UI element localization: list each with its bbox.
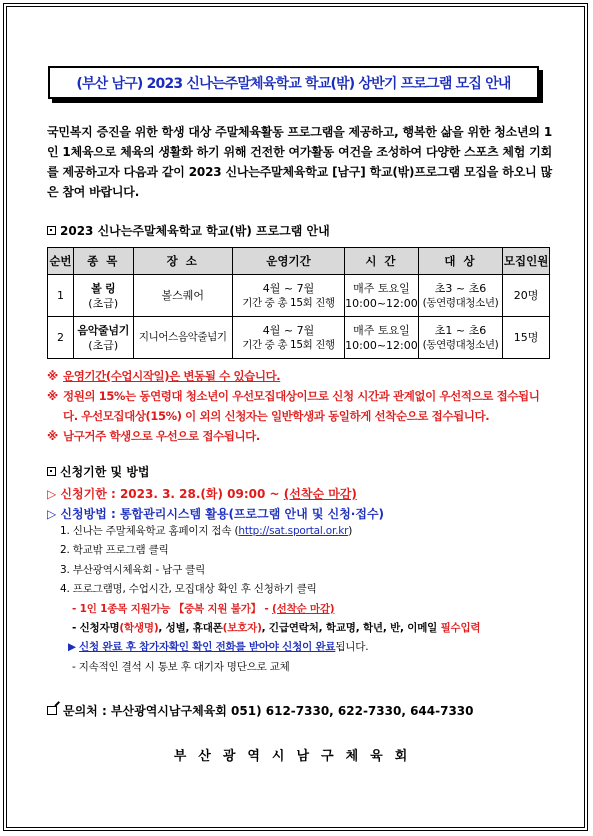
square-bullet-icon	[47, 467, 56, 476]
cell-period	[232, 317, 344, 359]
step-item	[60, 522, 480, 541]
step-subitem	[60, 619, 480, 638]
field-note: (보호자)	[222, 622, 262, 635]
required-note: 필수입력	[440, 622, 481, 635]
period-sessions: 기간 중 총 15회 진행	[242, 338, 335, 351]
target-grades: 초3 ~ 초6	[434, 281, 487, 295]
triangle-icon: ▶	[68, 641, 76, 654]
event-name: 음악줄넘기	[77, 323, 130, 337]
notes-block	[47, 366, 557, 446]
cell-time	[345, 317, 419, 359]
header-quota: 모집인원	[503, 248, 550, 275]
deadline-line	[47, 484, 384, 504]
event-name: 볼 링	[91, 281, 116, 295]
homepage-link[interactable]: http://sat.sportal.or.kr	[238, 525, 349, 537]
header-place: 장 소	[133, 248, 232, 275]
field-note: (학생명)	[119, 622, 159, 635]
step-subitem	[60, 600, 480, 619]
cell-period	[232, 275, 344, 317]
header-period: 운영기간	[232, 248, 344, 275]
cell-quota: 15명	[503, 317, 550, 359]
header-no: 순번	[48, 248, 74, 275]
target-note: (동연령대청소년)	[422, 338, 499, 351]
note-mark-icon: ※	[47, 369, 58, 383]
table-header-row	[48, 248, 550, 275]
arrow-icon: ▷	[47, 507, 57, 521]
title-box	[48, 66, 539, 99]
header-target: 대 상	[418, 248, 502, 275]
step-subitem	[60, 638, 480, 657]
cell-place: 지니어스음악줄넘기	[133, 317, 232, 359]
time-hours: 10:00~12:00	[345, 338, 418, 352]
note-text: 운영기간(수업시작일)은 변동될 수 있습니다.	[63, 369, 281, 383]
square-bullet-icon	[47, 226, 56, 235]
pencil-icon	[47, 706, 57, 715]
confirm-note-end: 됩니다.	[335, 641, 369, 654]
note-mark-icon: ※	[47, 389, 58, 403]
field-list: , 긴급연락처, 학교명, 학년, 반, 이메일	[261, 622, 441, 635]
cell-target	[418, 275, 502, 317]
period-sessions: 기간 중 총 15회 진행	[242, 296, 335, 309]
organization-name: 부산광역시남구체육회	[173, 749, 420, 764]
field-list: , 성별, 휴대폰	[158, 622, 223, 635]
note-item	[47, 426, 557, 446]
table-row	[48, 275, 550, 317]
contact-line	[47, 702, 474, 719]
confirm-note: 신청 완료 후 참가자확인 확인 전화를 받아야 신청이 완료	[79, 641, 336, 654]
cell-event	[73, 317, 133, 359]
section-apply-heading	[47, 463, 150, 480]
intro-paragraph: 국민복지 증진을 위한 학생 대상 주말체육활동 프로그램을 제공하고, 행복한 삶을 위한 청소년의 1인 1체육으로 체육의 생활화 하기 위해 건전한 여가활동 여건을 조성하여 다양한 스포츠 체험 기회를 제공하고자 다음과 같이 2023 신나는주말체육학교 [남구] 학교(밖)프로그램 모집을 하오니 많은 참여 바랍니다.	[47, 125, 552, 199]
field-name: - 신청자명	[72, 622, 120, 635]
event-level: (초급)	[88, 296, 119, 310]
period-months: 4월 ~ 7월	[262, 323, 315, 337]
period-months: 4월 ~ 7월	[262, 281, 315, 295]
note-text: 남구거주 학생으로 우선으로 접수됩니다.	[63, 429, 260, 443]
cell-target	[418, 317, 502, 359]
cell-no: 1	[48, 275, 74, 317]
contact-text: 문의처 : 부산광역시남구체육회 051) 612-7330, 622-7330, 644-7330	[63, 704, 474, 718]
step-subitem-first-come: (선착순 마감)	[272, 602, 335, 615]
cell-place: 볼스퀘어	[133, 275, 232, 317]
program-table	[47, 247, 550, 359]
note-text: 정원의 15%는 동연령대 청소년이 우선모집대상이므로 신청 시간과 관계없이 우선적으로 접수됩니	[63, 389, 540, 403]
step-item: 2. 학교밖 프로그램 클릭	[60, 544, 169, 557]
step-text-end: )	[348, 525, 353, 537]
deadline-block	[47, 484, 384, 524]
steps-list	[60, 522, 480, 677]
target-note: (동연령대청소년)	[422, 296, 499, 309]
note-mark-icon: ※	[47, 429, 58, 443]
step-item: 4. 프로그램명, 수업시간, 모집대상 확인 후 신청하기 클릭	[60, 583, 317, 596]
table-row	[48, 317, 550, 359]
cell-no: 2	[48, 317, 74, 359]
deadline-first-come: (선착순 마감)	[283, 487, 357, 501]
note-item-continued: 다. 우선모집대상(15%) 이 외의 신청자는 일반학생과 동일하게 선착순으로 접수됩니다.	[63, 409, 490, 423]
time-day: 매주 토요일	[353, 323, 410, 337]
step-subitem-text: - 1인 1종목 지원가능 【중복 지원 불가】 -	[72, 602, 273, 615]
cell-event	[73, 275, 133, 317]
event-level: (초급)	[88, 338, 119, 352]
target-grades: 초1 ~ 초6	[434, 323, 487, 337]
section-program-heading	[47, 222, 330, 239]
time-day: 매주 토요일	[353, 281, 410, 295]
time-hours: 10:00~12:00	[345, 296, 418, 310]
cell-quota: 20명	[503, 275, 550, 317]
step-item: 3. 부산광역시체육회 - 남구 클릭	[60, 563, 206, 576]
note-item	[47, 366, 557, 386]
section-program-label: 2023 신나는주말체육학교 학교(밖) 프로그램 안내	[60, 224, 330, 238]
arrow-icon: ▷	[47, 487, 57, 501]
header-event: 종 목	[73, 248, 133, 275]
deadline-label: 신청기한 : 2023. 3. 28.(화) 09:00 ~	[60, 487, 284, 501]
note-item	[47, 386, 557, 406]
method-line	[47, 504, 384, 524]
step-text: 1. 신나는 주말체육학교 홈페이지 접속 (	[60, 525, 239, 537]
step-subitem: - 지속적인 결석 시 통보 후 대기자 명단으로 교체	[72, 660, 290, 673]
header-time: 시 간	[345, 248, 419, 275]
page-title: (부산 남구) 2023 신나는주말체육학교 학교(밖) 상반기 프로그램 모집 안내	[76, 75, 511, 92]
cell-time	[345, 275, 419, 317]
section-apply-label: 신청기한 및 방법	[60, 465, 150, 479]
method-label: 신청방법 : 통합관리시스템 활용(프로그램 안내 및 신청·접수)	[60, 507, 385, 521]
